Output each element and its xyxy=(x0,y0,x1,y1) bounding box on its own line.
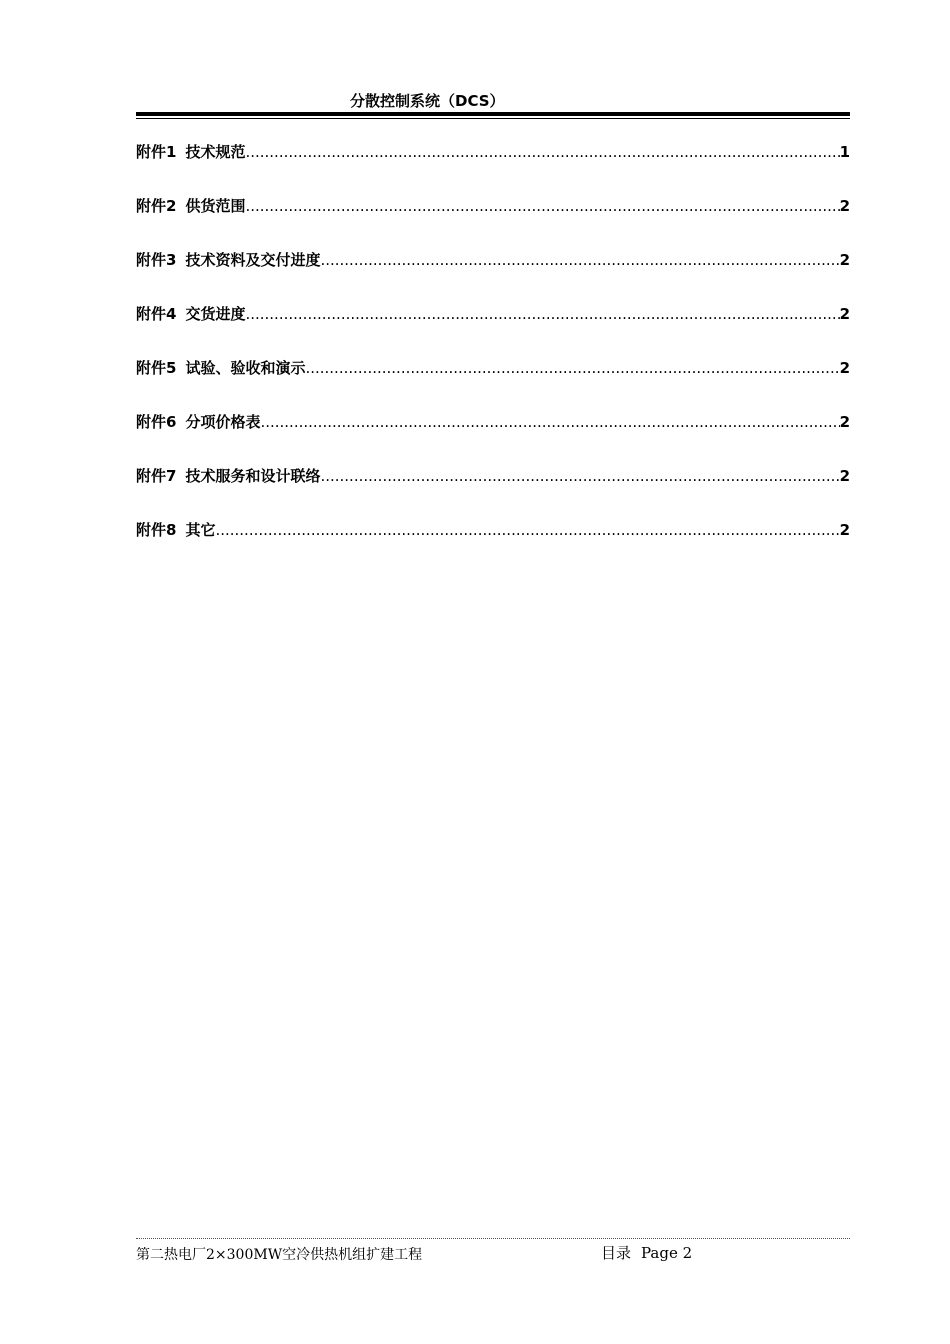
table-of-contents xyxy=(136,140,850,572)
toc-entry-number: 附件1 xyxy=(136,143,177,161)
toc-entry-page: 2 xyxy=(839,521,850,539)
page-header xyxy=(136,88,850,120)
toc-entry-3[interactable] xyxy=(136,248,850,302)
footer-section-label: 目录 xyxy=(601,1244,632,1262)
toc-entry-page: 2 xyxy=(839,359,850,377)
toc-entry-number: 附件8 xyxy=(136,521,177,539)
toc-entry-page: 2 xyxy=(839,467,850,485)
toc-entry-title: 技术规范 xyxy=(185,143,246,161)
toc-entry-title: 技术资料及交付进度 xyxy=(185,251,321,269)
toc-entry-page: 1 xyxy=(839,143,850,161)
footer-project-name: 第二热电厂2×300MW空冷供热机组扩建工程 xyxy=(136,1247,423,1263)
footer-page-number: Page 2 xyxy=(641,1244,693,1262)
toc-entry-page: 2 xyxy=(839,197,850,215)
footer-rule xyxy=(136,1238,850,1239)
toc-leader-dots xyxy=(260,410,839,434)
header-rule-thick xyxy=(136,112,850,116)
toc-entry-number: 附件3 xyxy=(136,251,177,269)
toc-leader-dots xyxy=(305,356,839,380)
toc-entry-2[interactable] xyxy=(136,194,850,248)
toc-entry-title: 试验、验收和演示 xyxy=(185,359,306,377)
toc-leader-dots xyxy=(245,194,839,218)
header-rule-thin xyxy=(136,118,850,119)
toc-entry-number: 附件5 xyxy=(136,359,177,377)
toc-leader-dots xyxy=(320,248,839,272)
toc-leader-dots xyxy=(320,464,839,488)
toc-entry-5[interactable] xyxy=(136,356,850,410)
toc-entry-page: 2 xyxy=(839,413,850,431)
toc-leader-dots xyxy=(245,302,839,326)
toc-entry-number: 附件6 xyxy=(136,413,177,431)
footer-section xyxy=(601,1242,692,1263)
toc-entry-title: 其它 xyxy=(185,521,216,539)
toc-entry-8[interactable] xyxy=(136,518,850,572)
toc-entry-title: 交货进度 xyxy=(185,305,246,323)
toc-entry-page: 2 xyxy=(839,251,850,269)
toc-entry-page: 2 xyxy=(839,305,850,323)
toc-entry-6[interactable] xyxy=(136,410,850,464)
toc-entry-title: 技术服务和设计联络 xyxy=(185,467,321,485)
toc-entry-7[interactable] xyxy=(136,464,850,518)
toc-entry-1[interactable] xyxy=(136,140,850,194)
toc-leader-dots xyxy=(245,140,839,164)
header-title: 分散控制系统（DCS） xyxy=(350,92,505,110)
toc-entry-4[interactable] xyxy=(136,302,850,356)
page-footer xyxy=(136,1238,850,1268)
toc-entry-title: 分项价格表 xyxy=(185,413,261,431)
toc-entry-title: 供货范围 xyxy=(185,197,246,215)
toc-entry-number: 附件7 xyxy=(136,467,177,485)
toc-entry-number: 附件4 xyxy=(136,305,177,323)
toc-entry-number: 附件2 xyxy=(136,197,177,215)
toc-leader-dots xyxy=(215,518,839,542)
